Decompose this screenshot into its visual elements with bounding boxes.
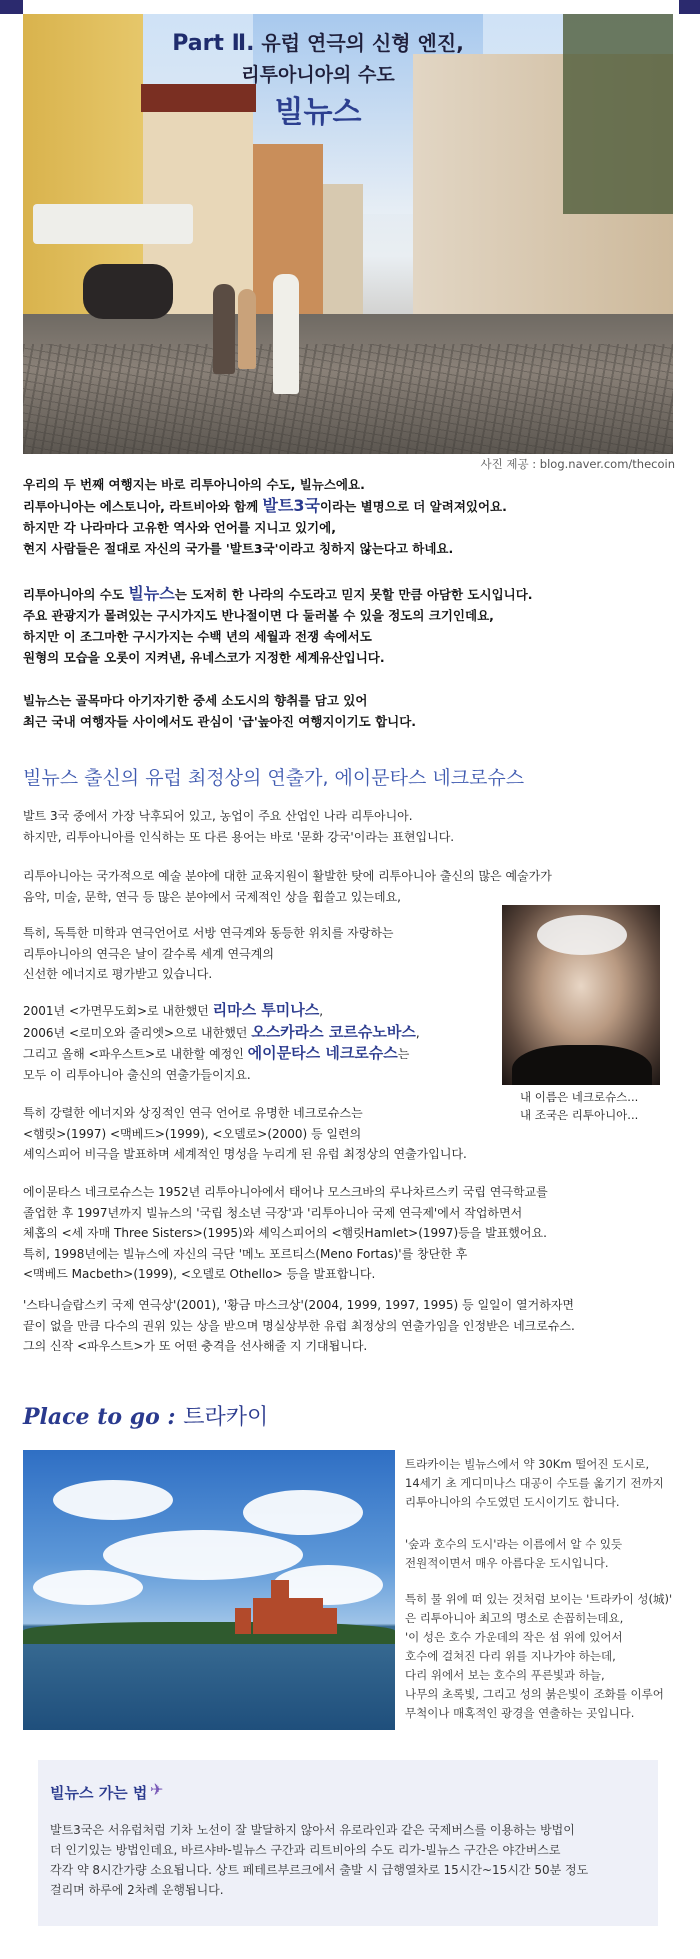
portrait-caption: 내 이름은 네크로슈스... 내 조국은 리투아니아... xyxy=(520,1090,639,1122)
section-paragraph-6: 에이문타스 네크로슈스는 1952년 리투아니아에서 태어나 모스크바의 루나차르스키 국립 연극학교를 졸업한 후 1997년까지 빌뉴스의 '국립 청소년 극장'과 '리투아니아 국제 연극제'에서 작업하면서 체홉의 <세 자매 Three Sisters>(1995)와 셰익스피어의 <햄릿Hamlet>(1997)등을 발표했어요. 특히, 1998년에는 빌뉴스에 자신의 극단 '메노 포르티스(Meno Fortas)'를 창단한 후 <맥베드 Macbeth>(1999), <오델로 Othello> 등을 발표합니다. xyxy=(23,1185,548,1281)
trakai-paragraph-3: 특히 물 위에 떠 있는 것처럼 보이는 '트라카이 성(城)' 은 리투아니아 최고의 명소로 손꼽히는데요, '이 성은 호수 가운데의 작은 섬 위에 있어서 호수에 걸쳐진 다리 위를 지나가야 하는데, 다리 위에서 보는 호수의 푸른빛과 하늘, 나무의 초록빛, 그리고 성의 붉은빛이 조화를 이루어 무척이나 매혹적인 광경을 연출하는 곳입니다. xyxy=(405,1592,673,1720)
top-bar xyxy=(0,0,700,14)
intro-paragraph-2: 리투아니아의 수도 빌뉴스는 도저히 한 나라의 수도라고 믿지 못할 만큼 아담한 도시입니다. 주요 관광지가 몰려있는 구시가지도 반나절이면 다 둘러볼 수 있을 정도의 크기인데요, 하지만 이 조그마한 구시가지는 수백 년의 세월과 전쟁 속에서도 원형의 모습을 오롯이 지켜낸, 유네스코가 지정한 세계유산입니다. xyxy=(23,584,533,665)
highlight-vilnius: 빌뉴스 xyxy=(128,584,175,603)
section-paragraph-7: '스타니슬랍스키 국제 연극상'(2001), '황금 마스크상'(2004, 1999, 1997, 1995) 등 일일이 열거하자면 끝이 없을 만큼 다수의 권위 있는 상을 받으며 명실상부한 유럽 최정상의 연출가임을 인정받은 네크로슈스. 그의 신작 <파우스트>가 또 어떤 충격을 선사해줄 지 기대됩니다. xyxy=(23,1298,575,1353)
place-to-go-heading: Place to go : 트라카이 xyxy=(23,1404,269,1430)
title-line1: 유럽 연극의 신형 엔진, xyxy=(261,31,464,55)
section-paragraph-3: 특히, 독특한 미학과 연극언어로 서방 연극계와 동등한 위치를 자랑하는 리투아니아의 연극은 날이 갈수록 세계 연극계의 신선한 에너지로 평가받고 있습니다. xyxy=(23,926,394,981)
section-paragraph-5: 특히 강렬한 에너지와 상징적인 연극 언어로 유명한 네크로슈스는 <햄릿>(1997) <맥베드>(1999), <오델로>(2000) 등 일련의 셰익스피어 비극을 발표하며 세계적인 명성을 누리게 된 유럽 최정상의 연출가입니다. xyxy=(23,1106,467,1161)
howto-text: 발트3국은 서유럽처럼 기차 노선이 잘 발달하지 않아서 유로라인과 같은 국제버스를 이용하는 방법이 더 인기있는 방법인데요, 바르샤바-빌뉴스 구간과 리트비아의 수도 리가-빌뉴스 구간은 야간버스로 각각 약 8시간가량 소요됩니다. 상트 페테르부르크에서 출발 시 급행열차로 15시간~15시간 50분 정도 걸리며 하루에 2차례 운행됩니다. xyxy=(50,1823,589,1897)
section-paragraph-2: 리투아니아는 국가적으로 예술 분야에 대한 교육지원이 활발한 탓에 리투아니아 출신의 많은 예술가가 음악, 미술, 문학, 연극 등 많은 분야에서 국제적인 상을 휩쓸고 있는데요, xyxy=(23,869,552,904)
trakai-paragraph-2: '숲과 호수의 도시'라는 이름에서 알 수 있듯 전원적이면서 매우 아름다운 도시입니다. xyxy=(405,1537,623,1570)
section-paragraph-4: 2001년 <가면무도회>로 내한했던 리마스 투미나스, 2006년 <로미오와 줄리엣>으로 내한했던 오스카라스 코르슈노바스, 그리고 올해 <파우스트>로 내한할 예정인 에이문타스 네크로슈스는 모두 이 리투아니아 출신의 연출가들이지요. xyxy=(23,1001,420,1082)
section-title: 빌뉴스 출신의 유럽 최정상의 연출가, 에이문타스 네크로슈스 xyxy=(23,767,525,789)
hero-title xyxy=(153,28,483,135)
highlight-baltic: 발트3국 xyxy=(262,496,321,515)
highlight-nekrosius: 에이문타스 네크로슈스 xyxy=(247,1044,398,1062)
highlight-tuminas: 리마스 투미나스 xyxy=(212,1001,320,1019)
intro-paragraph-1: 우리의 두 번째 여행지는 바로 리투아니아의 수도, 빌뉴스에요. 리투아니아는 에스토니아, 라트비아와 함께 발트3국이라는 별명으로 더 알려져있어요. 하지만 각 나라마다 고유한 역사와 언어를 지니고 있기에, 현지 사람들은 절대로 자신의 국가를 '발트3국'이라고 칭하지 않는다고 하네요. xyxy=(23,477,507,556)
howto-title: 빌뉴스 가는 법 xyxy=(50,1784,148,1802)
airplane-icon: ✈ xyxy=(150,1780,164,1799)
hero-photo xyxy=(23,14,673,454)
photo-credit: 사진 제공 : blog.naver.com/thecoin xyxy=(480,457,675,471)
highlight-korsunovas: 오스카라스 코르슈노바스 xyxy=(251,1022,416,1041)
title-part: Part Ⅱ. xyxy=(172,31,255,56)
intro-paragraph-3: 빌뉴스는 골목마다 아기자기한 중세 소도시의 향취를 담고 있어 최근 국내 여행자들 사이에서도 관심이 '급'높아진 여행지이기도 합니다. xyxy=(23,693,417,729)
nekrosius-portrait xyxy=(502,905,660,1085)
trakai-paragraph-1: 트라카이는 빌뉴스에서 약 30Km 떨어진 도시로, 14세기 초 게디미나스 대공이 수도를 옮기기 전까지 리투아니아의 수도였던 도시이기도 합니다. xyxy=(405,1457,664,1509)
title-line3: 빌뉴스 xyxy=(274,95,362,130)
trakai-photo xyxy=(23,1450,395,1730)
title-line2: 리투아니아의 수도 xyxy=(241,64,395,86)
section-paragraph-1: 발트 3국 중에서 가장 낙후되어 있고, 농업이 주요 산업인 나라 리투아니아. 하지만, 리투아니아를 인식하는 또 다른 용어는 바로 '문화 강국'이라는 표현입니다. xyxy=(23,809,455,844)
